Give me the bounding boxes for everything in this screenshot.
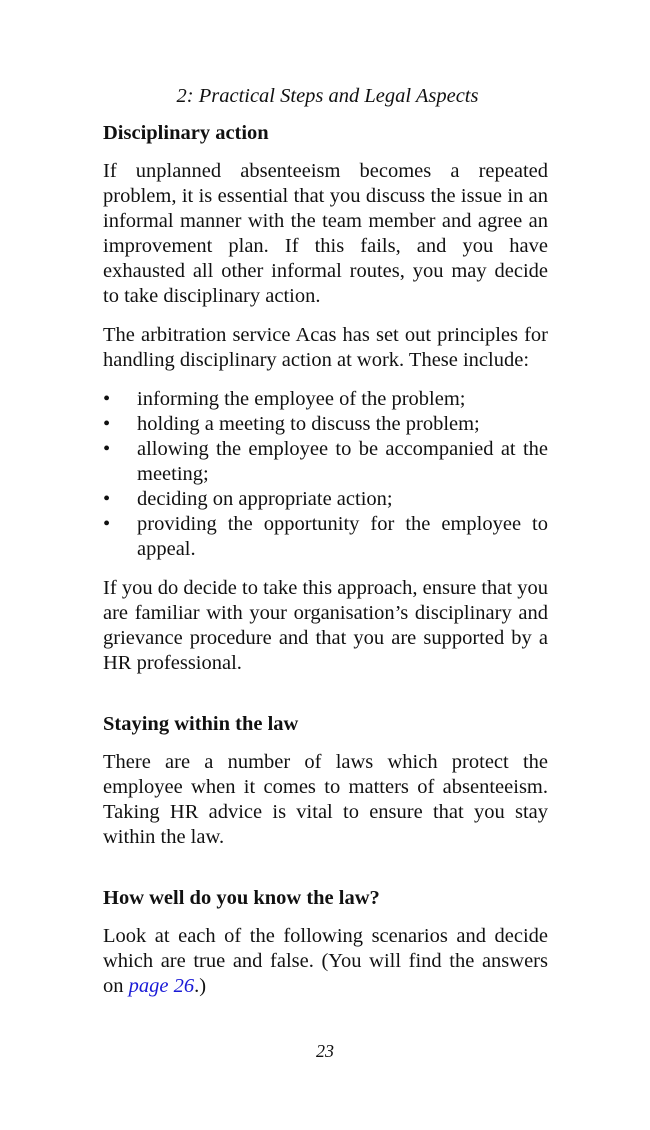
list-item-text: providing the opportunity for the employee to appeal. <box>137 513 548 560</box>
list-item-text: holding a meeting to discuss the problem; <box>137 413 480 435</box>
paragraph-grievance-procedure: If you do decide to take this approach, ensure that you are familiar with your organisation’s disciplinary and grievance procedure and that you are supported by a HR professional. <box>103 577 548 674</box>
list-item-text: allowing the employee to be accompanied at the meeting; <box>137 438 548 485</box>
paragraph-acas-principles: The arbitration service Acas has set out principles for handling disciplinary action at work. These include: <box>103 324 548 371</box>
running-head: 2: Practical Steps and Legal Aspects <box>176 85 479 107</box>
list-item <box>103 512 548 562</box>
list-item <box>103 437 548 487</box>
page-26-link[interactable]: page 26 <box>128 975 195 997</box>
list-item <box>103 412 548 437</box>
list-item-text: deciding on appropriate action; <box>137 488 393 510</box>
section-heading-know-the-law: How well do you know the law? <box>103 887 380 909</box>
bullet-icon: • <box>103 388 111 410</box>
scenarios-text: Look at each of the following scenarios and decide which are true and false. (You will find the answers on <box>103 925 548 997</box>
paragraph-scenarios <box>103 924 548 999</box>
bullet-icon: • <box>103 413 111 435</box>
scenarios-text-end: .) <box>194 975 207 997</box>
acas-principles-list <box>103 387 548 562</box>
paragraph-laws-protect: There are a number of laws which protect the employee when it comes to matters of absenteeism. Taking HR advice is vital to ensure that you stay within the law. <box>103 751 548 848</box>
list-item-text: informing the employee of the problem; <box>137 388 466 410</box>
page-number: 23 <box>316 1041 334 1061</box>
list-item <box>103 487 548 512</box>
section-heading-disciplinary-action: Disciplinary action <box>103 122 269 144</box>
bullet-icon: • <box>103 488 111 510</box>
list-item <box>103 387 548 412</box>
section-spacer <box>103 690 548 712</box>
section-spacer <box>103 864 548 886</box>
bullet-icon: • <box>103 438 111 460</box>
page-body <box>103 84 548 1013</box>
section-heading-staying-within-the-law: Staying within the law <box>103 713 299 735</box>
bullet-icon: • <box>103 513 111 535</box>
paragraph-disciplinary-intro: If unplanned absenteeism becomes a repeated problem, it is essential that you discuss the issue in an informal manner with the team member and agree an improvement plan. If this fails, and you have exhausted all other informal routes, you may decide to take disciplinary action. <box>103 160 548 307</box>
